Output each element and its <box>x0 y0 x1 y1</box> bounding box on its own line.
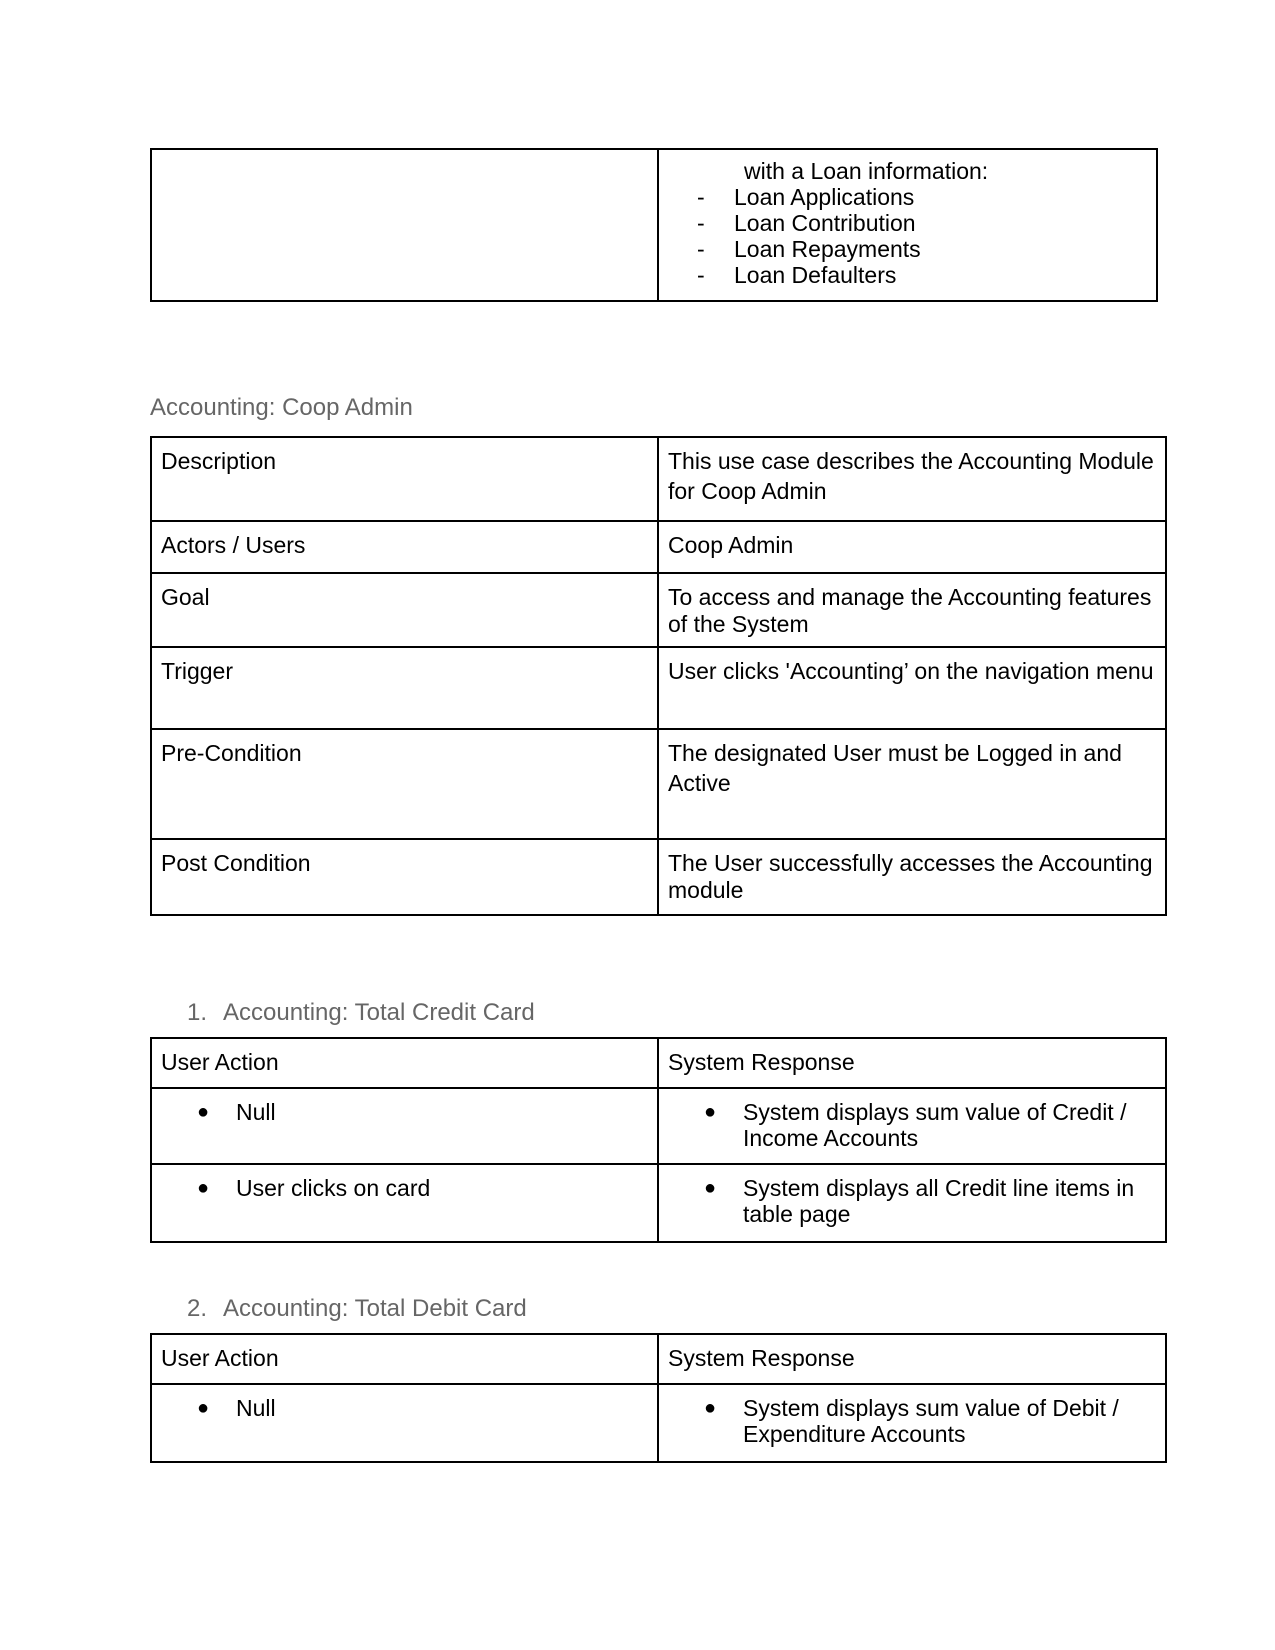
row-value: The designated User must be Logged in and Active <box>658 729 1166 839</box>
system-response-cell: ● System displays all Credit line items in table page <box>658 1164 1166 1242</box>
user-action-cell: ● Null <box>151 1384 658 1462</box>
list-item: - Loan Contribution <box>697 210 916 236</box>
table-row <box>151 1164 1166 1242</box>
accounting-usecase-table <box>150 436 1167 916</box>
user-action-cell: ● User clicks on card <box>151 1164 658 1242</box>
list-item: - Loan Repayments <box>697 236 921 262</box>
row-label: Goal <box>151 573 658 647</box>
table-row <box>151 1334 1166 1384</box>
list-item: - Loan Applications <box>697 184 915 210</box>
bullet-icon: ● <box>704 1101 717 1123</box>
table-row <box>151 573 1166 647</box>
loan-items-list <box>589 184 1147 288</box>
row-label: Trigger <box>151 647 658 729</box>
bullet-icon: ● <box>197 1177 210 1199</box>
column-header: System Response <box>658 1334 1166 1384</box>
table-row <box>151 1038 1166 1088</box>
accounting-heading: Accounting: Coop Admin <box>150 394 413 421</box>
row-label: Actors / Users <box>151 521 658 573</box>
table-row <box>151 521 1166 573</box>
row-value: To access and manage the Accounting features of the System <box>658 573 1166 647</box>
list-item: - Loan Defaulters <box>697 262 897 288</box>
empty-cell <box>151 149 658 301</box>
column-header: User Action <box>151 1038 658 1088</box>
table-row <box>151 647 1166 729</box>
system-response-cell: ● System displays sum value of Debit / Expenditure Accounts <box>658 1384 1166 1462</box>
heading-text: Accounting: Total Debit Card <box>223 1295 527 1322</box>
bullet-icon: ● <box>704 1177 717 1199</box>
heading-text: Accounting: Total Credit Card <box>223 999 535 1026</box>
row-value: Coop Admin <box>658 521 1166 573</box>
user-action-cell: ● Null <box>151 1088 658 1164</box>
row-label: Post Condition <box>151 839 658 915</box>
heading-number: 2. <box>187 1295 208 1322</box>
table-row <box>151 839 1166 915</box>
loan-continuation-table <box>150 148 1158 302</box>
loan-info-cell <box>658 149 1157 301</box>
table-row <box>151 729 1166 839</box>
row-label: Description <box>151 437 658 521</box>
system-response-cell: ● System displays sum value of Credit / Income Accounts <box>658 1088 1166 1164</box>
bullet-icon: ● <box>197 1101 210 1123</box>
credit-card-table <box>150 1037 1167 1243</box>
row-value: User clicks 'Accounting’ on the navigation menu <box>658 647 1166 729</box>
table-row <box>151 149 1157 301</box>
row-value: The User successfully accesses the Accounting module <box>658 839 1166 915</box>
column-header: System Response <box>658 1038 1166 1088</box>
heading-number: 1. <box>187 999 208 1026</box>
table-row <box>151 437 1166 521</box>
row-value: This use case describes the Accounting Module for Coop Admin <box>658 437 1166 521</box>
debit-card-heading <box>187 1294 527 1324</box>
bullet-icon: ● <box>197 1397 210 1419</box>
row-label: Pre-Condition <box>151 729 658 839</box>
loan-intro: with a Loan information: <box>744 158 989 184</box>
bullet-icon: ● <box>704 1397 717 1419</box>
debit-card-table <box>150 1333 1167 1463</box>
table-row <box>151 1384 1166 1462</box>
table-row <box>151 1088 1166 1164</box>
credit-card-heading <box>187 998 535 1028</box>
column-header: User Action <box>151 1334 658 1384</box>
